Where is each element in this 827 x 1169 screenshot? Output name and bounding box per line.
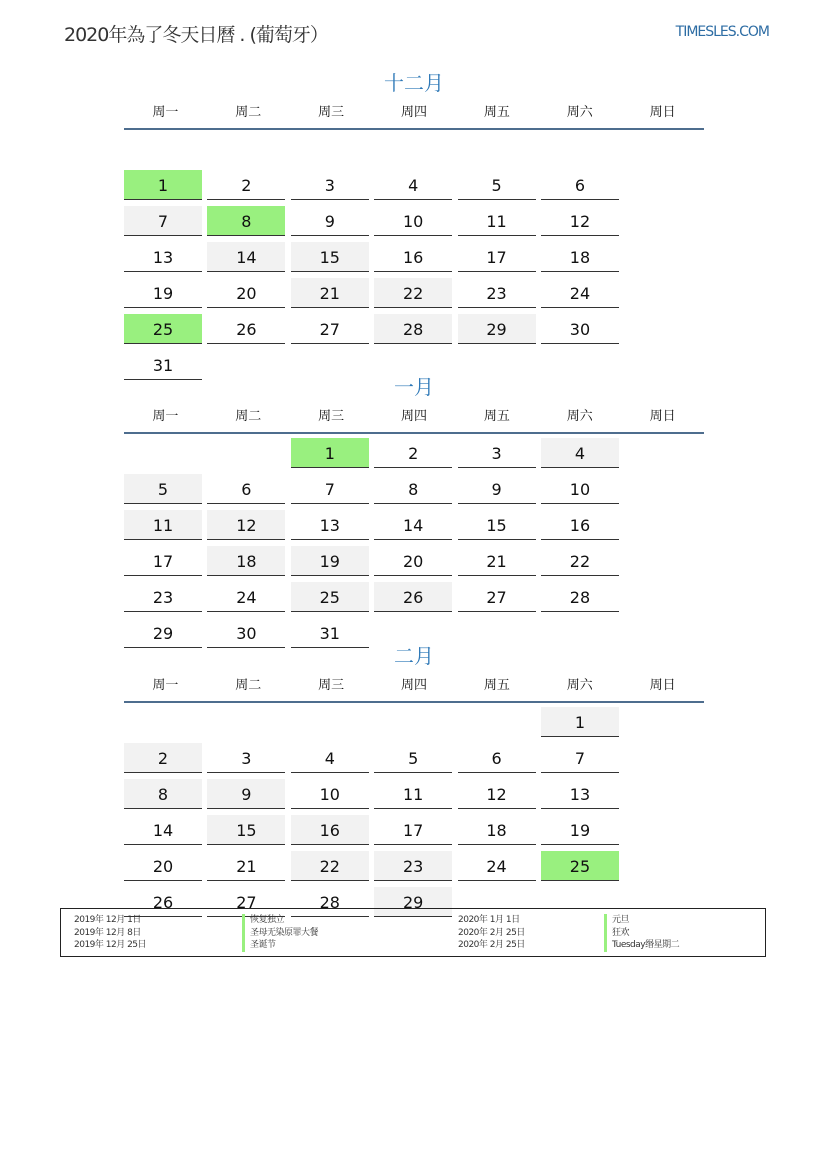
legend-holiday-name: 圣诞节 [242, 939, 445, 952]
legend-date: 2020年 2月 25日 [458, 927, 525, 938]
weekday-label: 周一 [152, 678, 179, 693]
weekday-label: 周日 [649, 678, 676, 693]
month-february [124, 641, 704, 923]
day-cell: 23 [458, 278, 536, 308]
holiday-day-cell: 1 [291, 438, 369, 468]
day-cell: 21 [207, 851, 285, 881]
weekday-label: 周三 [318, 105, 345, 120]
weekday-label: 周一 [152, 409, 179, 424]
weekday-label: 周日 [649, 409, 676, 424]
day-cell: 12 [458, 779, 536, 809]
legend-row [61, 939, 765, 952]
day-cell: 28 [541, 582, 619, 612]
day-cell: 28 [374, 314, 452, 344]
weekday-header [124, 677, 704, 703]
empty-cell [207, 438, 285, 468]
day-cell: 21 [458, 546, 536, 576]
day-cell: 22 [374, 278, 452, 308]
day-cell: 13 [291, 510, 369, 540]
day-cell: 9 [291, 206, 369, 236]
day-cell: 12 [207, 510, 285, 540]
legend-date: 2020年 1月 1日 [458, 915, 520, 925]
weekday-label: 周四 [401, 409, 428, 424]
day-cell: 29 [374, 887, 452, 917]
day-cell: 16 [291, 815, 369, 845]
day-cell: 4 [541, 438, 619, 468]
day-cell: 3 [207, 743, 285, 773]
day-cell: 10 [541, 474, 619, 504]
day-cell: 17 [124, 546, 202, 576]
day-cell: 3 [458, 438, 536, 468]
day-cell: 27 [207, 887, 285, 917]
weekday-label: 周三 [318, 678, 345, 693]
day-cell: 26 [374, 582, 452, 612]
day-cell: 14 [124, 815, 202, 845]
day-cell: 7 [291, 474, 369, 504]
weekday-label: 周五 [483, 105, 510, 120]
day-cell: 22 [291, 851, 369, 881]
legend-date: 2019年 12月 1日 [74, 915, 141, 925]
day-cell: 22 [541, 546, 619, 576]
day-cell: 5 [374, 743, 452, 773]
weekday-header [124, 104, 704, 130]
legend-holiday-name: 狂欢 [604, 927, 629, 940]
day-cell: 30 [541, 314, 619, 344]
day-cell: 19 [541, 815, 619, 845]
day-cell: 20 [374, 546, 452, 576]
day-cell: 23 [374, 851, 452, 881]
legend-row [61, 914, 765, 927]
day-cell: 19 [124, 278, 202, 308]
empty-cell [374, 707, 452, 737]
month-title: 一月 [394, 375, 434, 399]
weekday-label: 周三 [318, 409, 345, 424]
day-cell: 20 [207, 278, 285, 308]
day-cell: 26 [124, 887, 202, 917]
day-cell: 19 [291, 546, 369, 576]
weekday-label: 周日 [649, 105, 676, 120]
day-cell: 12 [541, 206, 619, 236]
day-cell: 8 [374, 474, 452, 504]
weekday-label: 周六 [566, 409, 593, 424]
site-brand[interactable]: TIMESLES.COM [675, 24, 769, 40]
day-cell: 18 [458, 815, 536, 845]
empty-cell [124, 438, 202, 468]
holiday-day-cell: 25 [124, 314, 202, 344]
day-cell: 24 [207, 582, 285, 612]
empty-cell [291, 134, 369, 164]
holiday-legend [60, 908, 766, 957]
day-cell: 5 [124, 474, 202, 504]
month-title: 二月 [394, 644, 434, 668]
day-cell: 5 [458, 170, 536, 200]
day-cell: 13 [541, 779, 619, 809]
day-cell: 20 [124, 851, 202, 881]
day-cell: 27 [458, 582, 536, 612]
day-grid [124, 134, 704, 386]
weekday-label: 周四 [401, 105, 428, 120]
holiday-day-cell: 1 [124, 170, 202, 200]
empty-cell [291, 707, 369, 737]
weekday-header [124, 408, 704, 434]
page-title: 2020年為了冬天日曆 . (葡萄牙） [64, 24, 328, 46]
legend-date: 2019年 12月 8日 [74, 927, 141, 938]
empty-cell [207, 707, 285, 737]
day-cell: 2 [207, 170, 285, 200]
legend-holiday-name: 恢复独立 [242, 914, 445, 927]
month-january [124, 372, 704, 654]
day-cell: 7 [124, 206, 202, 236]
holiday-day-cell: 25 [541, 851, 619, 881]
weekday-label: 周二 [235, 409, 262, 424]
weekday-label: 周五 [483, 409, 510, 424]
empty-cell [458, 707, 536, 737]
day-cell: 17 [374, 815, 452, 845]
day-cell: 11 [458, 206, 536, 236]
weekday-label: 周二 [235, 678, 262, 693]
day-cell: 4 [374, 170, 452, 200]
day-cell: 15 [291, 242, 369, 272]
weekday-label: 周五 [483, 678, 510, 693]
day-cell: 14 [207, 242, 285, 272]
legend-holiday-name: 元旦 [604, 914, 629, 927]
weekday-label: 周六 [566, 105, 593, 120]
day-cell: 2 [124, 743, 202, 773]
day-cell: 24 [458, 851, 536, 881]
day-cell: 2 [374, 438, 452, 468]
legend-holiday-name: Tuesday缗星期二 [604, 939, 679, 952]
day-cell: 6 [458, 743, 536, 773]
weekday-label: 周二 [235, 105, 262, 120]
day-cell: 1 [541, 707, 619, 737]
day-cell: 31 [124, 350, 202, 380]
empty-cell [541, 134, 619, 164]
day-cell: 21 [291, 278, 369, 308]
day-cell: 16 [541, 510, 619, 540]
day-cell: 8 [124, 779, 202, 809]
legend-date: 2019年 12月 25日 [74, 940, 147, 950]
day-cell: 29 [124, 618, 202, 648]
weekday-label: 周四 [401, 678, 428, 693]
day-cell: 7 [541, 743, 619, 773]
month-december [124, 68, 704, 386]
day-cell: 11 [374, 779, 452, 809]
day-grid [124, 438, 704, 654]
empty-cell [124, 134, 202, 164]
day-cell: 24 [541, 278, 619, 308]
day-cell: 18 [207, 546, 285, 576]
month-title: 十二月 [384, 71, 444, 95]
day-cell: 16 [374, 242, 452, 272]
day-cell: 27 [291, 314, 369, 344]
empty-cell [207, 134, 285, 164]
day-cell: 9 [458, 474, 536, 504]
day-cell: 6 [207, 474, 285, 504]
day-cell: 29 [458, 314, 536, 344]
legend-row [61, 927, 765, 940]
empty-cell [124, 707, 202, 737]
empty-cell [374, 134, 452, 164]
day-grid [124, 707, 704, 923]
day-cell: 10 [374, 206, 452, 236]
day-cell: 11 [124, 510, 202, 540]
day-cell: 25 [291, 582, 369, 612]
weekday-label: 周一 [152, 105, 179, 120]
holiday-day-cell: 8 [207, 206, 285, 236]
day-cell: 28 [291, 887, 369, 917]
legend-holiday-name: 圣母无染原罪大餐 [242, 927, 445, 940]
day-cell: 15 [207, 815, 285, 845]
day-cell: 18 [541, 242, 619, 272]
day-cell: 3 [291, 170, 369, 200]
day-cell: 15 [458, 510, 536, 540]
day-cell: 4 [291, 743, 369, 773]
legend-date: 2020年 2月 25日 [458, 940, 525, 950]
day-cell: 6 [541, 170, 619, 200]
day-cell: 10 [291, 779, 369, 809]
day-cell: 31 [291, 618, 369, 648]
day-cell: 9 [207, 779, 285, 809]
weekday-label: 周六 [566, 678, 593, 693]
empty-cell [458, 134, 536, 164]
day-cell: 26 [207, 314, 285, 344]
day-cell: 13 [124, 242, 202, 272]
day-cell: 17 [458, 242, 536, 272]
day-cell: 14 [374, 510, 452, 540]
day-cell: 30 [207, 618, 285, 648]
day-cell: 23 [124, 582, 202, 612]
